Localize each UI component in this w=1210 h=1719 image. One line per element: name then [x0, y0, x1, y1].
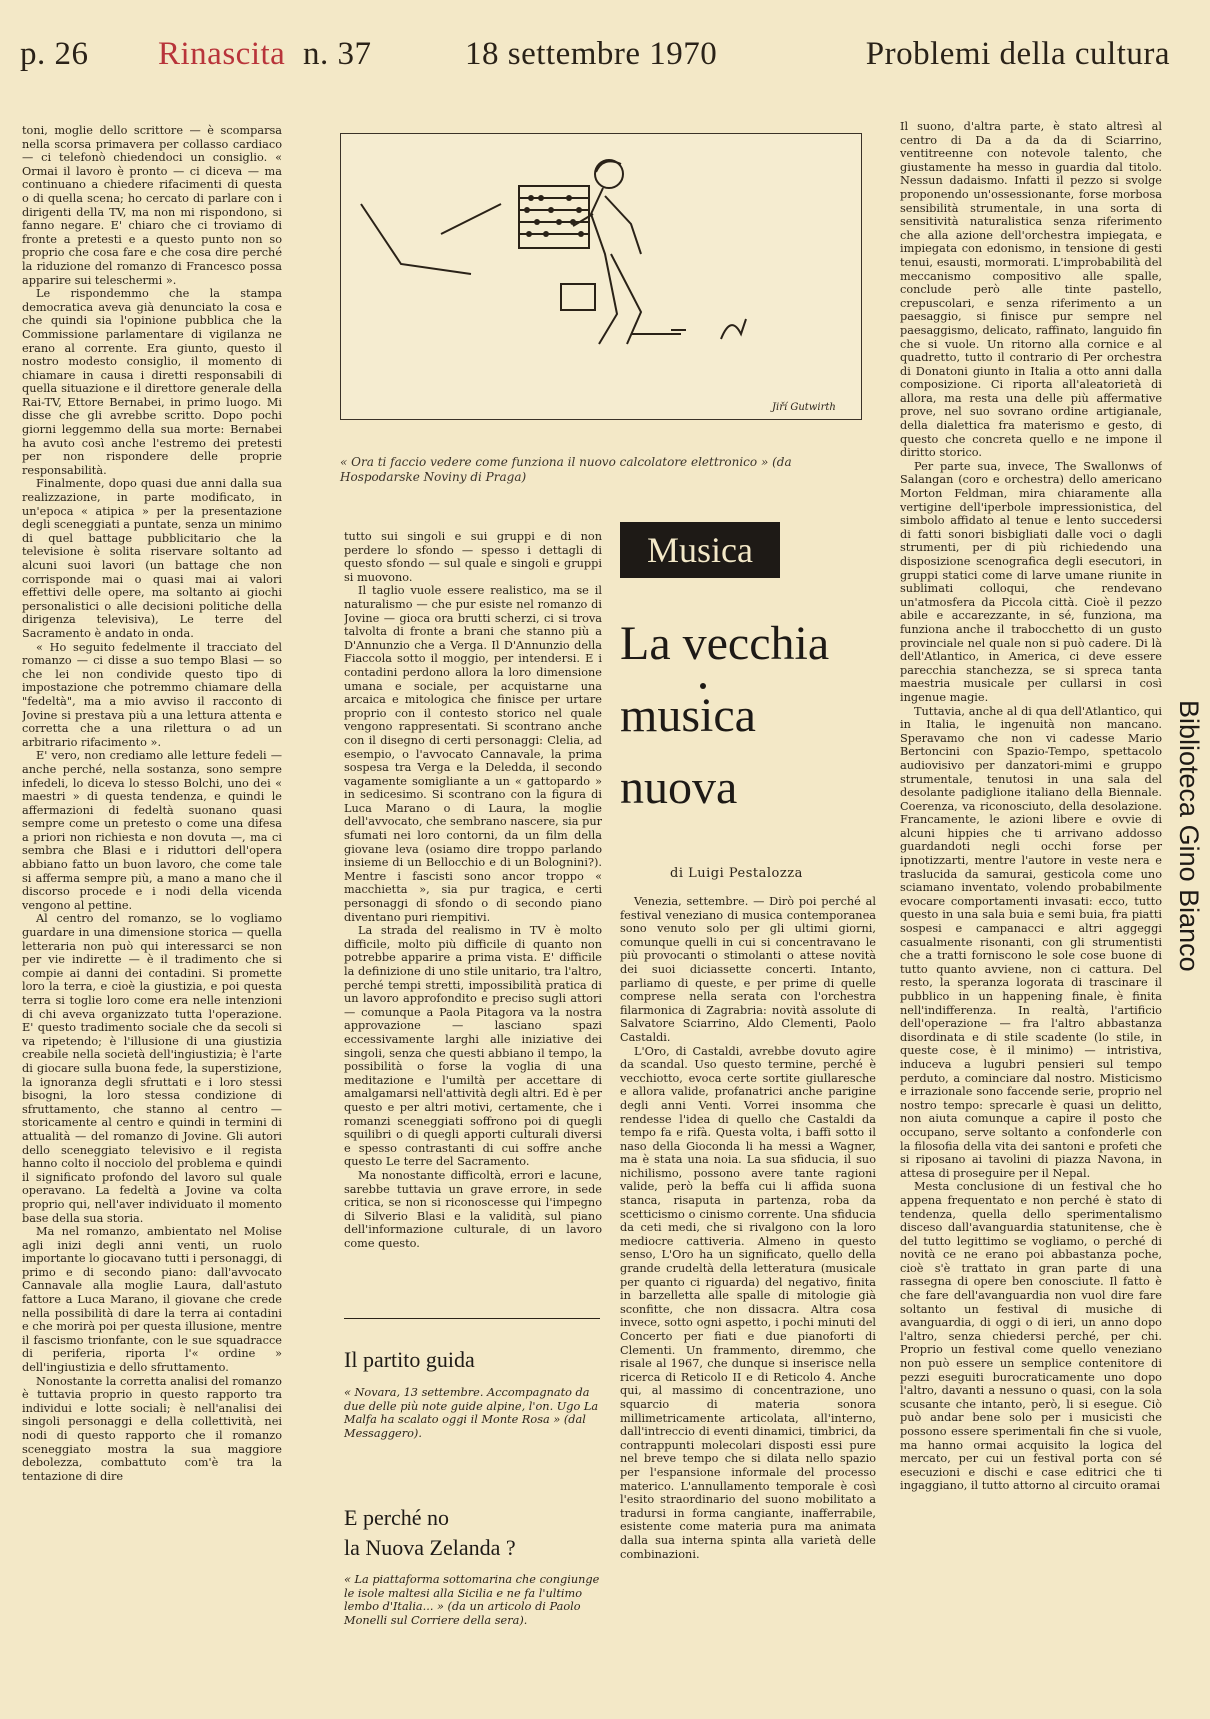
article-title — [620, 608, 870, 824]
issue-date: 18 settembre 1970 — [465, 36, 718, 72]
paragraph: E' vero, non crediamo alle letture fedeli — anche perché, nella sostanza, sono sempre infedeli, lo diceva lo stesso Bolchi, uno dei « maestri » di questa tendenza, e quindi le affermazioni di fedeltà suonano quasi sempre come un pretesto o come una difesa a priori non richiesta e non dovuta —, ma ci sembra che Blasi e i riduttori dell'opera abbiano fatto un buon lavoro, che come tale si afferma sempre più, a mano a mano che il discorso procede e i nodi della vicenda vengono al pettine. — [22, 749, 282, 912]
paragraph: Venezia, settembre. — Dirò poi perché al festival veneziano di musica contemporanea sono venuto solo per gli ultimi giorni, comunque quelli in cui si concentravano le più provocanti o stimolanti o attese novità dei suoi diciassette concerti. Intanto, parliamo di queste, e per prime di quelle comprese nella serata con l'orchestra filarmonica di Zagrabria: novità assolute di Salvatore Sciarrino, Aldo Clementi, Paolo Castaldi. — [620, 895, 876, 1044]
left-article-column — [22, 124, 282, 1696]
paragraph: « Ho seguito fedelmente il tracciato del romanzo — ci disse a suo tempo Blasi — so che lei non condivide questo tipo di impostazione che potremmo chiamare della "fedeltà", ma a mio avviso il racconto di Jovine si prestava più a una lettura attenta e corretta che a una rilettura o ad un arbitrario rifacimento ». — [22, 640, 282, 749]
section-title: Problemi della cultura — [865, 36, 1170, 72]
paragraph: Ma nel romanzo, ambientato nel Molise agli inizi degli anni venti, un ruolo importante lo giocavano tutti i personaggi, di primo e di secondo piano: dall'avvocato Cannavale alla moglie Laura, dall'astuto fattore a Luca Marano, il giovane che crede nella possibilità di dare la terra ai contadini e che morirà poi per questa illusione, mentre il fascismo trionfante, con le sue squadracce di periferia, riporta l'« ordine » dell'ingiustizia e dello sfruttamento. — [22, 1225, 282, 1375]
library-stamp: Biblioteca Gino Bianco — [1174, 700, 1204, 972]
section-label-musica: Musica — [620, 522, 780, 578]
cartoon-caption: « Ora ti faccio vedere come funziona il nuovo calcolatore elettronico » (da Hospodarske Noviny di Praga) — [340, 455, 792, 484]
paragraph: La strada del realismo in TV è molto difficile, molto più difficile di quanto non potrebbe apparire a prima vista. E' difficile la definizione di uno stile unitario, tra l'altro, perché tempi stretti, impossibilità pratica di un lavoro approfondito e preciso sugli attori — comunque a Paola Pitagora va la nostra approvazione — lasciano spazi eccessivamente larghi alle iniziative dei singoli, senza che questi abbiano il tempo, la possibilità o forse la voglia di una meditazione e l'umiltà per accettare di amalgamarsi nell'attività degli altri. Ed è per questo e per altri motivi, certamente, che i romanzi sceneggiati soffrono poi di quegli squilibri o di quegli apporti culturali diversi e spesso contrastanti di cui soffre anche questo Le terre del Sacramento. — [344, 924, 602, 1169]
paragraph: Finalmente, dopo quasi due anni dalla sua realizzazione, in parte modificato, in un'epoca « atipica » per la presentazione degli sceneggiati a puntate, senza un minimo di quel battage pubblicitario che la televisione è solita riservare soltanto ad alcuni suoi lavori (un battage che non corrisponde mai o quasi mai ai valori effettivi delle opere, ma soltanto ai giochi personalistici o alle decisioni politiche della dirigenza televisiva), Le terre del Sacramento è andato in onda. — [22, 477, 282, 640]
divider — [344, 1318, 600, 1319]
paragraph: Per parte sua, invece, The Swallonws of Salangan (coro e orchestra) dello americano Morton Feldman, mira chiaramente alla vertigine dell'iperbole impressionistica, del simbolo affidato al tenue e lento succedersi di fatti sonori bisbigliati dalle voci o dagli strumenti, per di più richiedendo una disposizione scenografica degli esecutori, in gruppi statici come di larve umane riunite in sublimati colloqui, che rendevano un'atmosfera da Piccola città. Cioè il pezzo abile e accarezzante, in sé, funziona, ma funziona anche il trabocchetto di un gusto provinciale nel quale non si può cadere. Di là dell'Atlantico, in America, ci deve essere parecchia stanchezza, se si spreca tanta maestria musicale per cullarsi in così ingenue magie. — [900, 459, 1162, 704]
title-line: La vecchia — [620, 617, 830, 670]
box-text-zelanda: « La piattaforma sottomarina che congiunge le isole maltesi alla Sicilia e ne fa l'ultimo lembo d'Italia... » (da un articolo di Paolo Monelli sul Corriere della sera). — [344, 1573, 600, 1627]
title-line: nuova — [620, 761, 738, 814]
cartoon-credit: Jiří Gutwirth — [772, 402, 836, 413]
computer-abacus-drawing — [341, 134, 861, 419]
paragraph: Il taglio vuole essere realistico, ma se il naturalismo — che pur esiste nel romanzo di Jovine — gioca ora brutti scherzi, ci si trova talvolta di fronte a brani che stanno più a D'Annunzio che a Verga. Il D'Annunzio della Fiaccola sotto il moggio, per intendersi. E i contadini perdono allora la loro dimensione umana e sociale, per acquistarne una arcaica e mitologica che finisce per urtare proprio con il contesto storico nel quale vengono rappresentati. Si scontrano anche con il disegno di certi personaggi: Clelia, ad esempio, o l'avvocato Cannavale, la prima sospesa tra Verga e la Deledda, il secondo vagamente somigliante a un « gattopardo » in sedicesimo. Si scontrano con la figura di Luca Marano o di Laura, la moglie dell'avvocato, che sembrano nascere, sia pur sfumati nei loro contorni, da un film della giovane leva (osiamo dire troppo parlando insieme di un Bellocchio e di un Bolognini?). Mentre i fascisti sono ancor troppo « macchietta », sia pur tragica, e certi personaggi di sfondo o di secondo piano diventano puri riempitivi. — [344, 584, 602, 924]
page-header — [20, 36, 1170, 86]
paragraph: L'Oro, di Castaldi, avrebbe dovuto agire da scandal. Uso questo termine, perché è vecchiotto, evoca certe sortite giullaresche e allora valide, profanatrici anche parigine degli anni Venti. Vorrei insomma che rendesse l'idea di quello che Castaldi da tempo fa e rifà. Questa volta, i baffi sotto il naso della Gioconda li ha messi a Wagner, ma è stata una noia. La sua sfiducia, il suo nichilismo, possono avere tante ragioni valide, però la beffa cui li affida suona stanca, risaputa in partenza, roba da scetticismo o cinismo corrente. Una sfiducia da ceti medi, che si rivalgono con la loro mediocre cattiveria. Almeno in questo senso, L'Oro ha un significato, quello della grande crudeltà della letteratura (musicale per quanto ci riguarda) del negativo, finita in barzelletta alle spalle di mitologie già sconfitte, che non dissacra. Altra cosa invece, sotto ogni aspetto, i pochi minuti del Concerto per fiati e due pianoforti di Clementi. Un frammento, diremmo, che risale al 1967, che dunque si inserisce nella ricerca di Reticolo II e di Reticolo 4. Anche qui, al massimo di concentrazione, uno squarcio di materia sonora millimetricamente articolata, all'interno, dall'intreccio di eventi dinamici, timbrici, da contrappunti molecolari disposti essi pure nel breve tempo che si dilata nello spazio per l'espansione informale del processo materico. L'annullamento temporale è così l'esito straordinario del suono mobilitato a tradursi in forma cangiante, inafferrabile, esistente come materia pura ma animata dalla sua interna spinta alla varietà delle combinazioni. — [620, 1044, 876, 1561]
box-title-zelanda-1: E perché no — [344, 1505, 450, 1530]
paragraph: Tuttavia, anche al di qua dell'Atlantico, qui in Italia, le ingenuità non mancano. Speravamo che non vi cadesse Mario Bertoncini con Spazio-Tempo, spettacolo audiovisivo per danzatori-mimi e gruppo strumentale, tenutosi in una sala del desolante padiglione italiano della Biennale. Coerenza, va riconosciuto, della desolazione. Francamente, le azioni libere e ovvie di alcuni hippies che ti arrivano addosso guardandoti negli occhi forse per ipnotizzarti, mentre l'autore in veste nera e traslucida da samurai, gesticola come uno sciamano inventato, volendo probabilmente evocare comportamenti invasati: ecco, tutto questo in una sala buia e semi buia, fra piatti sospesi e campanacci e altri aggeggi casualmente risonanti, con gli strumentisti che a tratti forniscono le sole cose buone di tutto quanto avviene, non ci cattura. Del resto, la speranza logorata di trascinare il pubblico in un happening finale, è finita nell'indifferenza. In realtà, l'artificio dell'operazione — fra l'altro abbastanza disordinata e di stile scadente (lo stile, in queste cose, è il minimo) — intristiva, induceva a lugubri pensieri sul tempo perduto, a cominciare dal nostro. Misticismo e irrazionale sono faccende serie, proprio nel nostro tempo: sprecarle è quasi un delitto, non aiuta comunque a capire il posto che occupano, serve soltanto a confonderle con la filosofia della vita dei santoni e profeti che si riposano ai tavolini di piazza Navona, in attesa di proseguire per il Nepal. — [900, 704, 1162, 1180]
paragraph: toni, moglie dello scrittore — è scomparsa nella scorsa primavera per collasso cardiaco — ci telefonò chiedendoci un consiglio. « Ormai il lavoro è pronto — ci diceva — ma continuano a chiedere rifacimenti di questa o di quella scena; ho cercato di parlare con i dirigenti della TV, ma non mi rispondono, si fanno negare. E' chiaro che ci troviamo di fronte a pretesti e a questo punto non so proprio che cosa fare e che cosa dire perché la riduzione del romanzo di Francesco possa apparire sui teleschermi ». — [22, 124, 282, 287]
cartoon-illustration — [340, 133, 862, 420]
paragraph: Il suono, d'altra parte, è stato altresì al centro di Da a da da di Sciarrino, ventitreenne con notevole talento, che giustamente ha messo in guardia dal titolo. Nessun dadaismo. Infatti il pezzo si svolge proponendo un'ossessionante, forse morbosa sensibilità strumentale, in una sorta di sensitività naturalistica senza riferimento che alla azione dell'orchestra impiegata, e impiegata con edonismo, in tensione di gesti tenui, esausti, mormorati. L'improbabilità del meccanismo compositivo alle spalle, conclude però alle tinte pastello, crepuscolari, e senza riferimento a un paesaggio, si finisce pur sempre nel paesaggismo, delicato, raffinato, languido fin che si vuole. Un ritorno alla cornice e al quadretto, tutto il contrario di Per orchestra di Donatoni giunto in Italia a otto anni dalla composizione. Ci riporta all'aleatorietà di allora, ma resta una delle più affermative prove, nel suo sovrano ordine artigianale, della dialettica fra materismo e gesto, di questo che concreta quello e ne impone il diritto storico. — [900, 120, 1162, 460]
issue-number: n. 37 — [303, 36, 372, 72]
title-dot — [700, 683, 706, 689]
music-article-column-right — [900, 120, 1162, 1710]
paragraph: Mesta conclusione di un festival che ho appena frequentato e non perché è stato di tendenza, quella dello sperimentalismo disceso dall'avanguardia statunitense, che è del tutto legittimo se vogliamo, o perché di novità ce ne erano poi abbastanza poche, cioè s'è trattato in gran parte di una rassegna di opere ben conosciute. Il fatto è che fare dell'avanguardia non vuol dire fare soltanto un festival di musiche di avanguardia, di oggi o di ieri, un anno dopo l'altro, senza chiedersi perché, per chi. Proprio un festival come quello veneziano non può essere un semplice contenitore di pezzi eseguiti burocraticamente uno dopo l'altro, davanti a nessuno o quasi, con la sola scusante che intanto, però, li si esegue. Ciò può andar bene solo per i musicisti che possono essere sperimentali fin che si vuole, ma hanno ormai acquisito la logica del mercato, per cui un festival porta con sé esecuzioni e dischi e case editrici che ti ingaggiano, il tutto attorno al circuito oramai — [900, 1180, 1162, 1493]
middle-article-column — [344, 530, 602, 1290]
paragraph: Al centro del romanzo, se lo vogliamo guardare in una dimensione storica — quella letteraria non può qui interessarci se non per vie indirette — è il tradimento che si compie ai danni dei contadini. Si promette loro la terra, e cioè la giustizia, e poi questa terra si toglie loro come era nelle intenzioni di chi aveva organizzato tutta l'operazione. E' questo tradimento sociale che da secoli si va ripetendo; è l'illusione di una giustizia creabile nella società dell'ingiustizia; è l'arte di giocare sulla buona fede, la superstizione, la ignoranza degli sfruttati e i loro stessi bisogni, la loro stessa condizione di sfruttamento, che stanno al centro — storicamente al centro e quindi in termini di attualità — del romanzo di Jovine. Gli autori dello sceneggiato televisivo e il regista hanno colto il nocciolo del problema e quindi il significato profondo del lavoro sul quale operavano. La fedeltà a Jovine va colta proprio qui, nell'aver individuato il momento base della sua storia. — [22, 912, 282, 1225]
page-number: p. 26 — [20, 36, 89, 72]
paragraph: tutto sui singoli e sui gruppi e di non perdere lo sfondo — spesso i dettagli di questo sfondo — sul quale e singoli e gruppi si muovono. — [344, 530, 602, 584]
magazine-name: Rinascita — [158, 36, 286, 72]
box-title-partito: Il partito guida — [344, 1347, 475, 1372]
music-article-column — [620, 895, 876, 1707]
box-title-zelanda-2: la Nuova Zelanda ? — [344, 1535, 516, 1560]
paragraph: Ma nonostante difficoltà, errori e lacune, sarebbe tuttavia un grave errore, in sede critica, se non si riconoscesse qui l'impegno di Silverio Blasi e la validità, sul piano dell'informazione culturale, di un lavoro come questo. — [344, 1168, 602, 1250]
box-text-partito: « Novara, 13 settembre. Accompagnato da due delle più note guide alpine, l'on. Ugo La Malfa ha scalato oggi il Monte Rosa » (dal Messaggero). — [344, 1386, 599, 1440]
paragraph: Le rispondemmo che la stampa democratica aveva già denunciato la cosa e che quindi sia l'opinione pubblica che la Commissione parlamentare di vigilanza ne erano al corrente. Era giunto, questo il nostro modesto consiglio, il momento di chiamare in causa i diretti responsabili di quella situazione e il direttore generale della Rai-TV, Ettore Bernabei, in primo luogo. Mi disse che gli avrebbe scritto. Dopo pochi giorni leggemmo della sua morte: Bernabei ha avuto così anche l'estremo dei pretesti per non rispondere delle proprie responsabilità. — [22, 287, 282, 477]
title-line: musica — [620, 689, 756, 742]
paragraph: Nonostante la corretta analisi del romanzo è tuttavia proprio in questo rapporto tra individui e lotte sociali; è nell'analisi dei singoli personaggi e della collettività, nei nodi di questo rapporto che il romanzo sceneggiato mostra la sua maggiore debolezza, combattuto com'è tra la tentazione di dire — [22, 1374, 282, 1483]
byline: di Luigi Pestalozza — [670, 866, 803, 881]
